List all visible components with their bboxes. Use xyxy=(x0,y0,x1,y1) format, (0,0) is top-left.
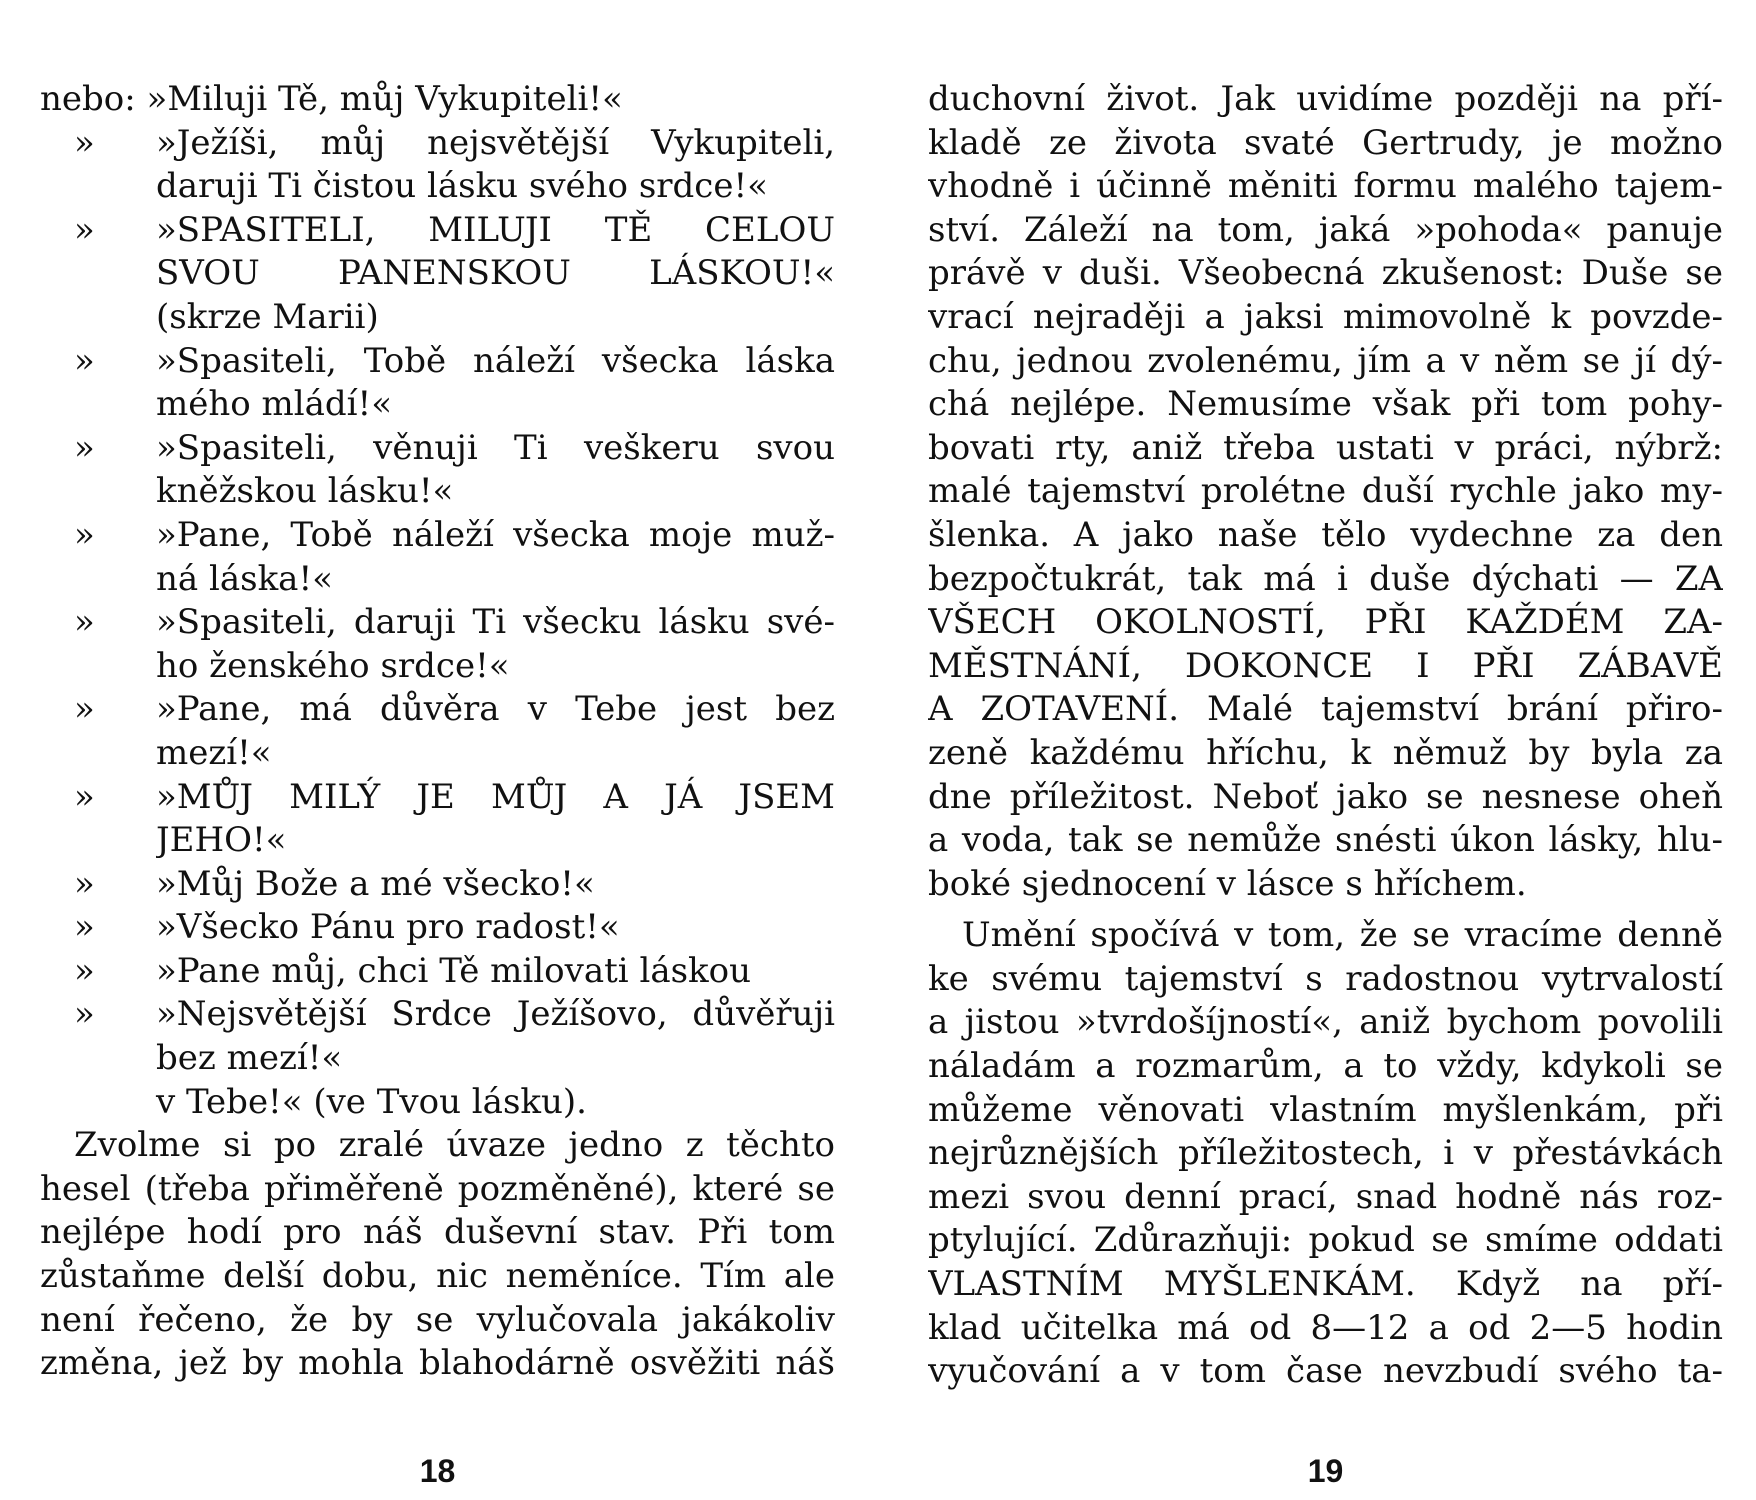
right-paragraph-1 xyxy=(928,78,1723,906)
text-line: A ZOTAVENÍ. Malé tajemství brání přiro- xyxy=(928,689,1723,730)
list-marker: » xyxy=(74,863,95,904)
list-item-text: »Pane můj, chci Tě milovati láskou xyxy=(156,950,752,991)
list-marker: » xyxy=(74,950,95,991)
list-item-text: »Spasiteli, věnuji Ti veškeru svou xyxy=(156,427,835,468)
list-item-text: ho ženského srdce!« xyxy=(156,645,510,686)
list-item-text: »Spasiteli, Tobě náleží všecka láska xyxy=(156,340,835,381)
list-item xyxy=(40,993,835,1037)
list-marker: » xyxy=(74,209,95,250)
list-marker: » xyxy=(74,514,95,555)
text-line: právě v duši. Všeobecná zkušenost: Duše se xyxy=(928,253,1723,294)
right-paragraph-2 xyxy=(928,914,1723,1394)
list-marker: » xyxy=(74,427,95,468)
text-line: kladě ze života svaté Gertrudy, je možno xyxy=(928,122,1723,163)
list-item xyxy=(40,776,835,820)
text-line: a voda, tak se nemůže snésti úkon lásky, hlu- xyxy=(928,820,1723,861)
list-item xyxy=(40,906,835,950)
list-item-text: kněžskou lásku!« xyxy=(156,471,454,512)
list-item-text: »Nejsvětější Srdce Ježíšovo, důvěřuji xyxy=(156,994,835,1035)
list-marker: » xyxy=(74,689,95,730)
list-marker-spacer xyxy=(40,558,156,602)
list-item xyxy=(40,165,835,209)
list-item xyxy=(40,427,835,471)
list-item xyxy=(40,252,835,296)
list-item xyxy=(40,732,835,776)
list-marker: » xyxy=(74,122,95,163)
list-item xyxy=(40,558,835,602)
text-line: boké sjednocení v lásce s hříchem. xyxy=(928,863,1527,904)
intro-line: nebo: »Miluji Tě, můj Vykupiteli!« xyxy=(40,79,623,119)
list-item xyxy=(40,819,835,863)
text-line: náladám a rozmarům, a to vždy, kdykoli se xyxy=(928,1046,1723,1087)
list-item-text: »MŮJ MILÝ JE MŮJ A JÁ JSEM xyxy=(156,776,835,817)
list-marker: » xyxy=(74,776,95,817)
text-line: ptylující. Zdůrazňuji: pokud se smíme oddati xyxy=(928,1220,1723,1261)
list-marker-spacer xyxy=(40,819,156,863)
list-item xyxy=(40,645,835,689)
list-item-text: »Spasiteli, daruji Ti všecku lásku své- xyxy=(156,602,835,643)
text-line: zeně každému hříchu, k němuž by byla za xyxy=(928,732,1723,773)
list-item-text: JEHO!« xyxy=(156,820,287,861)
paragraph-gap xyxy=(928,906,1723,914)
list-item xyxy=(40,863,835,907)
list-marker-spacer xyxy=(40,470,156,514)
text-line: VŠECH OKOLNOSTÍ, PŘI KAŽDÉM ZA- xyxy=(928,602,1723,643)
text-line: vhodně i účinně měniti formu malého tajem- xyxy=(928,166,1723,207)
text-line: Umění spočívá v tom, že se vracíme denně xyxy=(962,915,1723,956)
text-line: a jistou »tvrdošíjností«, aniž bychom povolili xyxy=(928,1002,1723,1043)
list-item-text: mezí!« xyxy=(156,732,272,773)
list-item xyxy=(40,688,835,732)
list-marker: » xyxy=(74,994,95,1035)
text-line: hesel (třeba přiměřeně pozměněné), které se xyxy=(40,1168,835,1209)
page-number-right: 19 xyxy=(1307,1453,1344,1489)
list-item xyxy=(40,122,835,166)
text-line: nejrůznějších příležitostech, i v přestávkách xyxy=(928,1133,1723,1174)
list-item-text: »Ježíši, můj nejsvětější Vykupiteli, xyxy=(156,122,835,163)
text-line: malé tajemství prolétne duší rychle jako my- xyxy=(928,471,1723,512)
list-marker-spacer xyxy=(40,383,156,427)
list-item-text: daruji Ti čistou lásku svého srdce!« xyxy=(156,166,768,207)
list-item-text: SVOU PANENSKOU LÁSKOU!« xyxy=(156,253,835,294)
list-item-text: bez mezí!« xyxy=(156,1038,343,1079)
list-marker: » xyxy=(74,602,95,643)
list-marker-spacer xyxy=(40,645,156,689)
left-paragraph xyxy=(40,1124,835,1386)
text-line: vrací nejraději a jaksi mimovolně k povzde- xyxy=(928,296,1723,337)
list-item xyxy=(40,296,835,340)
right-page xyxy=(928,78,1723,1489)
text-line: ství. Záleží na tom, jaká »pohoda« panuje xyxy=(928,209,1723,250)
page-number-left: 18 xyxy=(419,1453,456,1489)
list-marker-spacer xyxy=(40,732,156,776)
list-item xyxy=(40,209,835,253)
list-item-text: »Pane, Tobě náleží všecka moje muž- xyxy=(156,514,835,555)
text-line: bovati rty, aniž třeba ustati v práci, nýbrž: xyxy=(928,427,1723,468)
list-item xyxy=(40,470,835,514)
text-line: VLASTNÍM MYŠLENKÁM. Když na pří- xyxy=(928,1264,1723,1305)
list-item xyxy=(40,1037,835,1081)
list-item xyxy=(40,514,835,558)
text-line: zůstaňme delší dobu, nic neměníce. Tím ale xyxy=(40,1256,835,1297)
text-line: MĚSTNÁNÍ, DOKONCE I PŘI ZÁBAVĚ xyxy=(928,645,1723,686)
text-line: můžeme věnovati vlastním myšlenkám, při xyxy=(928,1089,1723,1130)
list-item-text: »Pane, má důvěra v Tebe jest bez xyxy=(156,689,835,730)
text-line: klad učitelka má od 8—12 a od 2—5 hodin xyxy=(928,1307,1723,1348)
text-line: chu, jednou zvolenému, jím a v něm se jí dý- xyxy=(928,340,1723,381)
list-item xyxy=(40,601,835,645)
invocation-list xyxy=(40,122,835,1081)
list-item-text: »Všecko Pánu pro radost!« xyxy=(156,907,620,948)
text-line: není řečeno, že by se vylučovala jakákoliv xyxy=(40,1299,835,1340)
list-item-text: »Můj Bože a mé všecko!« xyxy=(156,863,595,904)
text-line: šlenka. A jako naše tělo vydechne za den xyxy=(928,514,1723,555)
text-line: duchovní život. Jak uvidíme později na pří- xyxy=(928,79,1723,119)
list-marker: » xyxy=(74,340,95,381)
text-line: chá nejlépe. Nemusíme však při tom pohy- xyxy=(928,384,1723,425)
text-line: bezpočtukrát, tak má i duše dýchati — ZA xyxy=(928,558,1723,599)
list-marker: » xyxy=(74,907,95,948)
left-page xyxy=(40,78,835,1489)
list-item-text: ná láska!« xyxy=(156,558,333,599)
text-line: vyučování a v tom čase nevzbudí svého ta- xyxy=(928,1351,1723,1392)
list-item-text: (skrze Marii) xyxy=(156,296,379,337)
list-marker-spacer xyxy=(40,252,156,296)
list-item xyxy=(40,340,835,384)
text-line: nejlépe hodí pro náš duševní stav. Při tom xyxy=(40,1212,835,1253)
list-item-text: mého mládí!« xyxy=(156,384,393,425)
text-line: Zvolme si po zralé úvaze jedno z těchto xyxy=(74,1125,835,1166)
text-line: ke svému tajemství s radostnou vytrvalostí xyxy=(928,958,1723,999)
list-marker-spacer xyxy=(40,1037,156,1081)
list-marker-spacer xyxy=(40,296,156,340)
text-line: dne příležitost. Neboť jako se nesnese oheň xyxy=(928,776,1723,817)
list-item-text: »SPASITELI, MILUJI TĚ CELOU xyxy=(156,209,835,250)
list-marker-spacer xyxy=(40,165,156,209)
text-line: mezi svou denní prací, snad hodně nás roz- xyxy=(928,1176,1723,1217)
text-line: změna, jež by mohla blahodárně osvěžiti náš xyxy=(40,1343,835,1384)
list-item xyxy=(40,383,835,427)
list-item xyxy=(40,950,835,994)
list-trailing-line: v Tebe!« (ve Tvou lásku). xyxy=(156,1081,587,1122)
